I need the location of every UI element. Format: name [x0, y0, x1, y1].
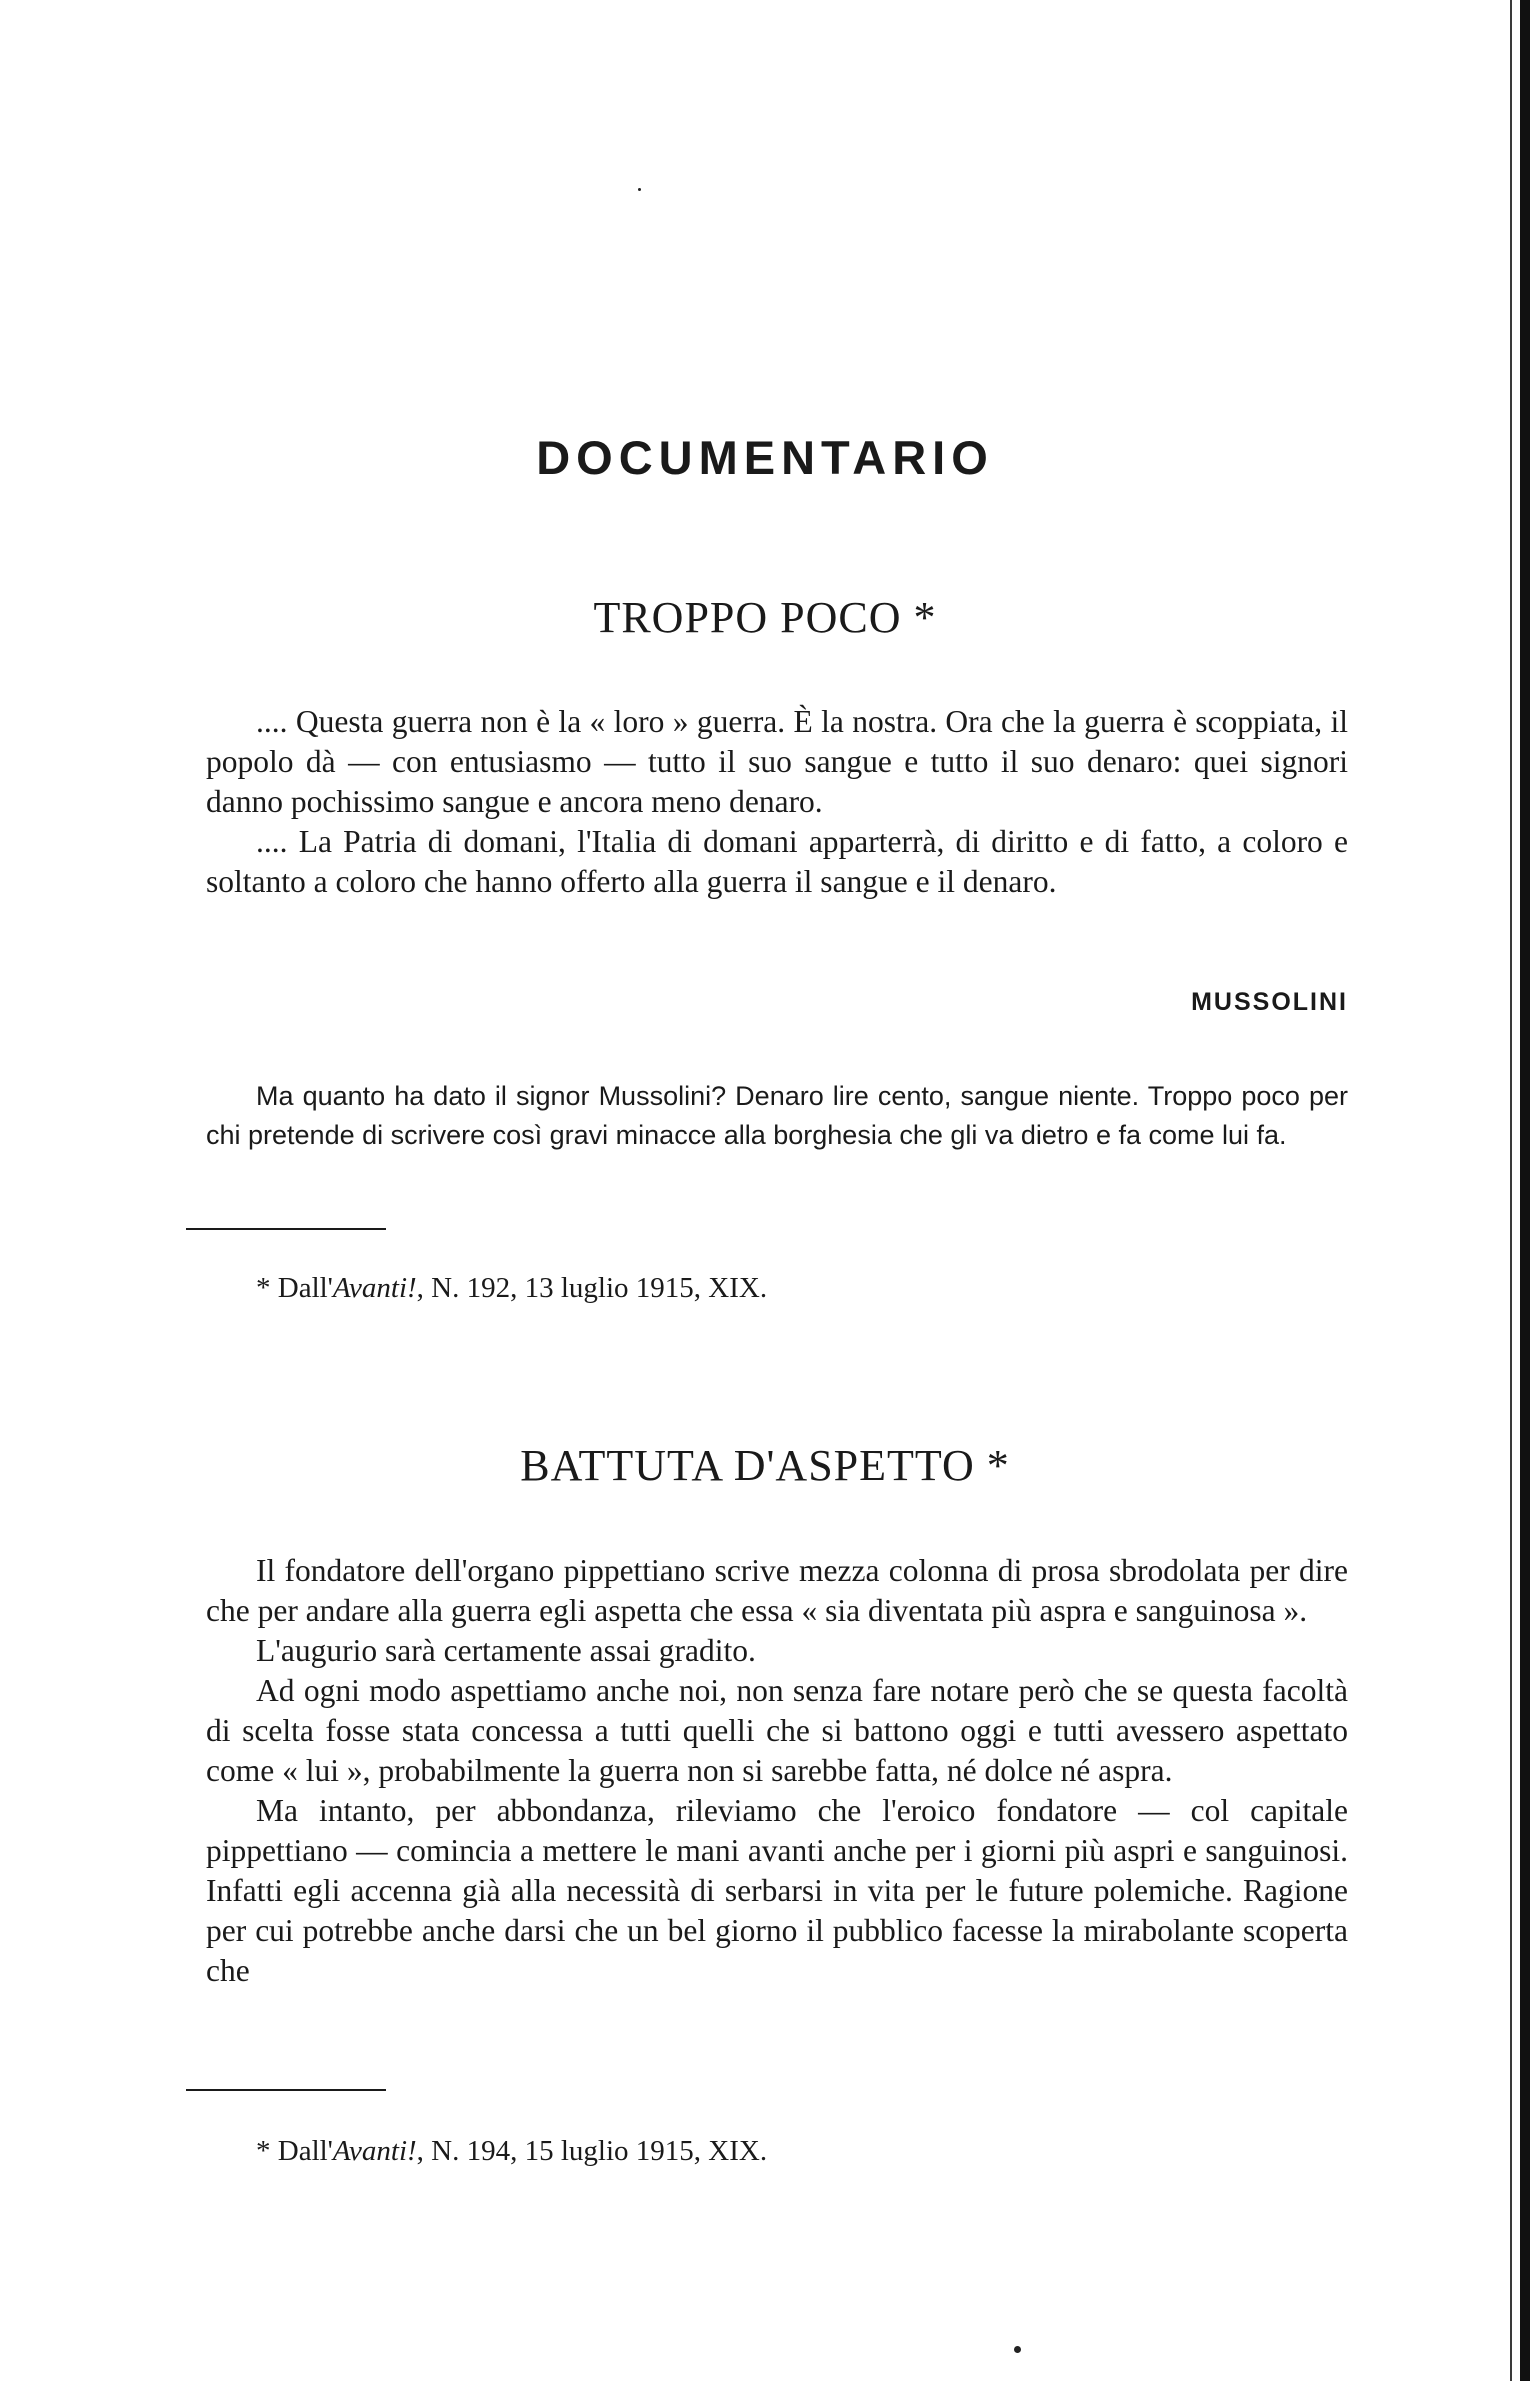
footnote-prefix: * Dall': [256, 1272, 333, 1304]
article-title: TROPPO POCO *: [593, 593, 937, 642]
footnote: [256, 1272, 767, 1305]
footnote-rule: [186, 1228, 386, 1230]
body-paragraph: Ad ogni modo aspettiamo anche noi, non senza fare notare però che se questa facoltà di scelta fosse stata concessa a tutti quelli che si battono oggi e tutti avessero aspettato come « lui », probabilmente la guerra non si sarebbe fatta, né dolce né aspra.: [206, 1673, 1348, 1788]
scan-speck: [1014, 2346, 1021, 2353]
footnote-suffix: , N. 194, 15 luglio 1915, XIX.: [416, 2135, 768, 2167]
comment-block: [206, 1077, 1348, 1155]
article-title: BATTUTA D'ASPETTO *: [520, 1441, 1010, 1490]
footnote-suffix: , N. 192, 13 luglio 1915, XIX.: [416, 1272, 768, 1304]
quote-paragraph: .... Questa guerra non è la « loro » guerra. È la nostra. Ora che la guerra è scoppiata, il popolo dà — con entusiasmo — tutto il suo sangue e tutto il suo denaro: quei signori danno pochissimo sangue e ancora meno denaro.: [206, 704, 1348, 819]
body-paragraph: Il fondatore dell'organo pippettiano scrive mezza colonna di prosa sbrodolata per dire che per andare alla guerra egli aspetta che essa « sia diventata più aspra e sanguinosa ».: [206, 1553, 1348, 1628]
footnote-source: Avanti!: [332, 2135, 417, 2167]
scan-speck: [638, 188, 641, 191]
binding-edge-line: [1510, 0, 1512, 2381]
body-paragraph: L'augurio sarà certamente assai gradito.: [256, 1633, 756, 1668]
footnote: [256, 2135, 767, 2168]
article-body: [206, 1551, 1348, 1991]
section-header: DOCUMENTARIO: [536, 431, 994, 484]
footnote-source: Avanti!: [332, 1272, 417, 1304]
binding-edge: [1520, 0, 1530, 2381]
footnote-rule: [186, 2089, 386, 2091]
quote-block: [206, 702, 1348, 902]
quote-paragraph: .... La Patria di domani, l'Italia di domani apparterrà, di diritto e di fatto, a coloro e soltanto a coloro che hanno offerto alla guerra il sangue e il denaro.: [206, 824, 1348, 899]
footnote-prefix: * Dall': [256, 2135, 333, 2167]
comment-paragraph: Ma quanto ha dato il signor Mussolini? Denaro lire cento, sangue niente. Troppo poco per chi pretende di scrivere così gravi minacce alla borghesia che gli va dietro e fa come lui fa.: [206, 1081, 1348, 1150]
quote-signature: MUSSOLINI: [1191, 988, 1348, 1016]
body-paragraph: Ma intanto, per abbondanza, rileviamo che l'eroico fondatore — col capitale pippettiano — comincia a mettere le mani avanti anche per i giorni più aspri e sanguinosi. Infatti egli accenna già alla necessità di serbarsi in vita per le future polemiche. Ragione per cui potrebbe anche darsi che un bel giorno il pubblico facesse la mirabolante scoperta che: [206, 1793, 1348, 1988]
